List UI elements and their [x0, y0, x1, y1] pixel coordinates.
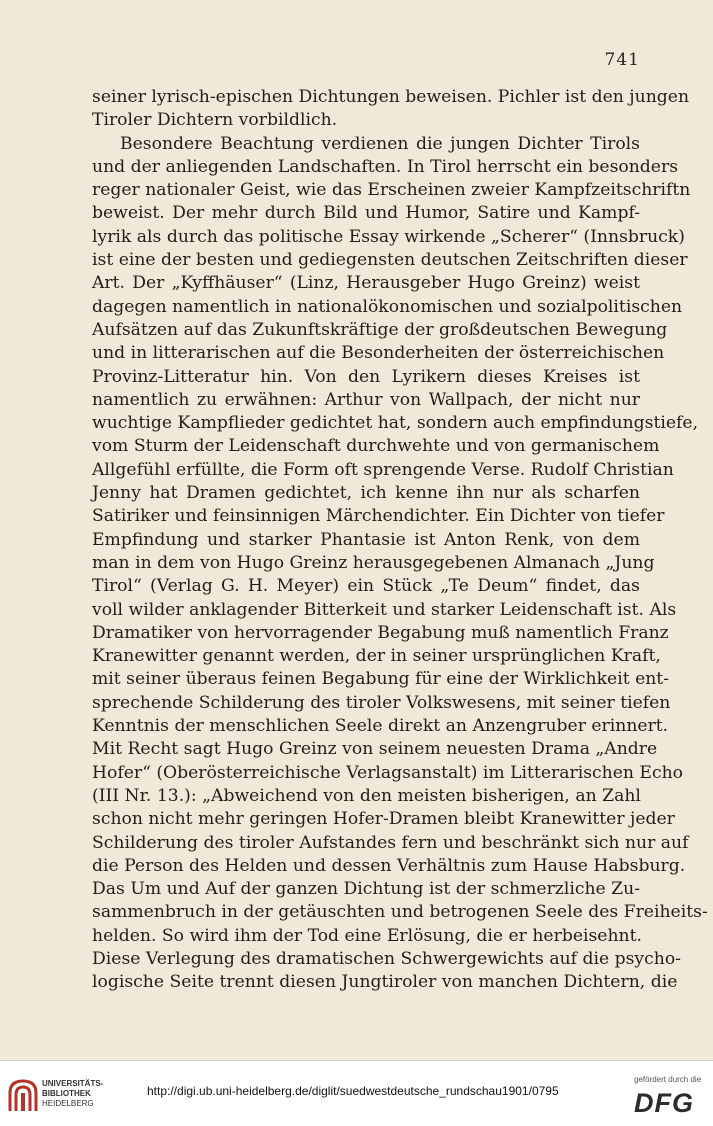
text-line: Das Um und Auf der ganzen Dichtung ist der schmerzliche Zu- — [92, 879, 640, 900]
library-name-line: UNIVERSITÄTS- — [42, 1079, 104, 1088]
permalink-url[interactable]: http://digi.ub.uni-heidelberg.de/diglit/suedwestdeutsche_rundschau1901/0795 — [147, 1084, 559, 1098]
text-line: die Person des Helden und dessen Verhältnis zum Hause Habsburg. — [92, 855, 686, 876]
text-line: Tiroler Dichtern vorbildlich. — [92, 110, 338, 131]
text-line: und in litterarischen auf die Besonderheiten der österreichischen — [92, 343, 665, 364]
text-line: Mit Recht sagt Hugo Greinz von seinem neuesten Drama „Andre — [92, 739, 658, 760]
page-number: 741 — [604, 50, 640, 70]
text-line: Art. Der „Kyffhäuser“ (Linz, Herausgeber Hugo Greinz) weist — [92, 273, 640, 294]
text-line: Provinz-Litteratur hin. Von den Lyrikern dieses Kreises ist — [92, 366, 640, 387]
text-line: voll wilder anklagender Bitterkeit und starker Leidenschaft ist. Als — [92, 599, 677, 620]
university-library-logo-icon — [8, 1077, 38, 1113]
viewer-footer — [0, 1060, 713, 1126]
text-line: vom Sturm der Leidenschaft durchwehte und von germanischem — [92, 436, 660, 457]
text-line: Kenntnis der menschlichen Seele direkt an Anzengruber erinnert. — [92, 716, 669, 737]
text-line: seiner lyrisch-epischen Dichtungen beweisen. Pichler ist den jungen — [92, 87, 690, 107]
text-line: lyrik als durch das politische Essay wirkende „Scherer“ (Innsbruck) — [92, 226, 685, 247]
text-line: und der anliegenden Landschaften. In Tirol herrscht ein besonders — [92, 156, 679, 177]
text-line: Satiriker und feinsinnigen Märchendichter. Ein Dichter von tiefer — [92, 506, 665, 527]
text-line: Empfindung und starker Phantasie ist Anton Renk, von dem — [92, 529, 640, 550]
text-line: Besondere Beachtung verdienen die jungen Dichter Tirols — [120, 133, 640, 154]
text-line: namentlich zu erwähnen: Arthur von Wallpach, der nicht nur — [92, 389, 640, 410]
text-line: Allgefühl erfüllte, die Form oft sprengende Verse. Rudolf Christian — [92, 459, 674, 480]
text-line: Kranewitter genannt werden, der in seiner ursprünglichen Kraft, — [92, 646, 661, 667]
text-line: Tirol“ (Verlag G. H. Meyer) ein Stück „Te Deum“ findet, das — [92, 576, 640, 597]
text-line: dagegen namentlich in nationalökonomischen und sozialpolitischen — [92, 296, 683, 317]
library-name — [42, 1079, 103, 1109]
text-line: man in dem von Hugo Greinz herausgegebenen Almanach „Jung — [92, 552, 655, 573]
text-line: Hofer“ (Oberösterreichische Verlagsanstalt) im Litterarischen Echo — [92, 762, 684, 783]
text-line: mit seiner überaus feinen Begabung für eine der Wirklichkeit ent- — [92, 669, 670, 690]
text-line: sprechende Schilderung des tiroler Volkswesens, mit seiner tiefen — [92, 692, 671, 713]
text-line: Schilderung des tiroler Aufstandes fern und beschränkt sich nur auf — [92, 832, 689, 853]
text-line: Aufsätzen auf das Zukunftskräftige der großdeutschen Bewegung — [92, 319, 668, 340]
library-name-line: HEIDELBERG — [42, 1099, 94, 1108]
text-line: sammenbruch in der getäuschten und betrogenen Seele des Freiheits- — [92, 902, 708, 923]
dfg-logo: DFG — [634, 1088, 694, 1118]
funding-label: gefördert durch die — [634, 1075, 702, 1084]
text-line: (III Nr. 13.): „Abweichend von den meisten bisherigen, an Zahl — [92, 785, 641, 806]
text-line: beweist. Der mehr durch Bild und Humor, Satire und Kampf- — [92, 203, 640, 224]
text-line: schon nicht mehr geringen Hofer-Dramen bleibt Kranewitter jeder — [92, 809, 675, 830]
body-text — [92, 86, 708, 995]
library-name-line: BIBLIOTHEK — [42, 1089, 91, 1098]
text-line: wuchtige Kampflieder gedichtet hat, sondern auch empfindungstiefe, — [92, 413, 699, 434]
text-line: ist eine der besten und gediegensten deutschen Zeitschriften dieser — [92, 250, 688, 271]
text-line: helden. So wird ihm der Tod eine Erlösung, die er herbeisehnt. — [92, 925, 642, 946]
text-line: Dramatiker von hervorragender Begabung muß namentlich Franz — [92, 622, 669, 643]
text-line: Jenny hat Dramen gedichtet, ich kenne ihn nur als scharfen — [92, 483, 640, 504]
text-line: logische Seite trennt diesen Jungtiroler von manchen Dichtern, die — [92, 972, 678, 993]
text-line: Diese Verlegung des dramatischen Schwergewichts auf die psycho- — [92, 948, 681, 969]
text-line: reger nationaler Geist, wie das Erscheinen zweier Kampfzeitschriftn — [92, 180, 691, 201]
